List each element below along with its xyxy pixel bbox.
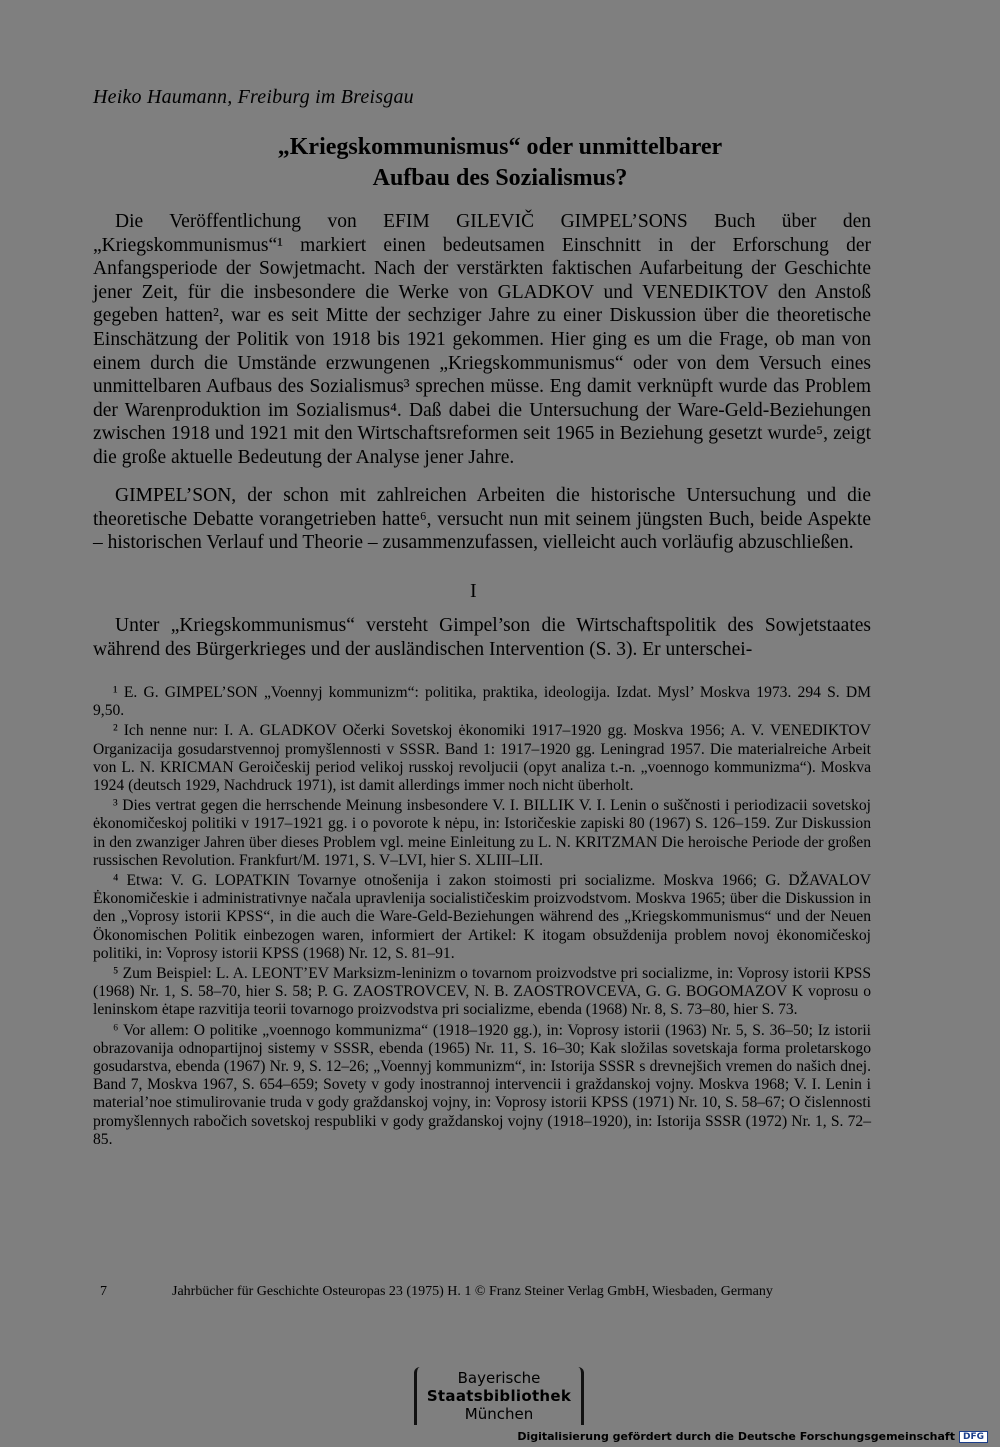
digitization-note: Digitalisierung gefördert durch die Deutsche Forschungsgemeinschaft <box>517 1430 955 1443</box>
footnote-1: ¹ E. G. GIMPEL’SON „Voennyj kommunizm“: politika, praktika, ideologija. Izdat. Mysl’ Moskva 1973. 294 S. DM 9,50. <box>93 684 871 720</box>
footnotes <box>93 684 871 1151</box>
paragraph: Unter „Kriegskommunismus“ versteht Gimpel’son die Wirtschaftspolitik des Sowjetstaates während des Bürgerkrieges und der ausländischen Intervention (S. 3). Er unterschei- <box>93 615 871 660</box>
journal-citation: Jahrbücher für Geschichte Osteuropas 23 (1975) H. 1 © Franz Steiner Verlag GmbH, Wiesbaden, Germany <box>172 1284 773 1299</box>
title-line-2: Aufbau des Sozialismus? <box>372 165 628 191</box>
page-number: 7 <box>100 1284 107 1299</box>
paragraph: Die Veröffentlichung von EFIM GILEVIČ GIMPEL’SONS Buch über den „Kriegskommunismus“¹ markiert einen bedeutsamen Einschnitt in der Erforschung der Anfangsperiode der Sowjetmacht. Nach der verstärkten faktischen Aufarbeitung der Geschichte jener Zeit, für die insbesondere die Werke von GLADKOV und VENEDIKTOV den Anstoß gegeben hatten², war es seit Mitte der sechziger Jahre zu einer Diskussion über die theoretische Einschätzung der Politik von 1918 bis 1921 gekommen. Hier ging es um die Frage, ob man von einem durch die Umstände erzwungenen „Kriegskommunismus“ oder von dem Versuch eines unmittelbaren Aufbaus des Sozialismus³ sprechen müsse. Eng damit verknüpft wurde das Problem der Warenproduktion im Sozialismus⁴. Daß dabei die Untersuchung der Ware-Geld-Beziehungen zwischen 1918 und 1921 mit den Wirtschaftsreformen seit 1965 in Beziehung gesetzt wurde⁵, zeigt die große aktuelle Bedeutung der Analyse jener Jahre. <box>93 211 871 468</box>
author-line: Heiko Haumann, Freiburg im Breisgau <box>93 86 414 108</box>
digitization-credit <box>517 1430 988 1443</box>
footnote-6: ⁶ Vor allem: O politike „voennogo kommunizma“ (1918–1920 gg.), in: Voprosy istorii (1963) Nr. 5, S. 36–50; Iz istorii obrazovanija odnopartijnoj sistemy v SSSR, ebenda (1965) Nr. 11, S. 16–30; Kak složilas sovetskaja forma proletarskogo gosudarstva, ebenda (1967) Nr. 9, S. 12–26; „Voennyj kommunizm“, in: Istorija SSSR s drevnejšich vremen do našich dnej. Band 7, Moskva 1967, S. 654–659; Sovety v gody inostrannoj intervencii i graždanskoj vojny. Moskva 1968; V. I. Lenin i material’noe stimulirovanie truda v gody graždanskoj vojny, in: Voprosy istorii KPSS (1971) Nr. 10, S. 58–67; O čislennosti promyšlennych rabočich sovetskoj respubliki v gody graždanskoj vojny (1918–1920), in: Istorija SSSR (1972) Nr. 1, S. 72–85. <box>93 1021 871 1148</box>
intro-paragraph-1 <box>93 210 871 470</box>
section-number: I <box>470 580 477 602</box>
stamp-line-3: München <box>464 1405 534 1423</box>
dfg-logo-icon: DFG <box>959 1431 988 1443</box>
stamp-line-1: Bayerische <box>457 1369 541 1387</box>
article-title <box>150 132 850 194</box>
footnote-5: ⁵ Zum Beispiel: L. A. LEONT’EV Marksizm-leninizm o tovarnom proizvodstve pri socializme, in: Voprosy istorii KPSS (1968) Nr. 1, S. 58–70, hier S. 58; P. G. ZAOSTROVCEV, N. B. ZAOSTROVCEVA, G. G. BOGOMAZOV K voprosu o leninskom ėtape razvitija teorii tovarnogo proizvodstva pri socializme, ebenda (1968) Nr. 8, S. 73–80, hier S. 73. <box>93 965 871 1019</box>
footnote-4: ⁴ Etwa: V. G. LOPATKIN Tovarnye otnošenija i zakon stoimosti pri socializme. Moskva 1966; G. DŽAVALOV Ėkonomičeskie i administrativnye načala upravlenija socialističeskim proizvodstvom. Moskva 1965; über die Diskussion in den „Voprosy istorii KPSS“, in die auch die Ware-Geld-Beziehungen während des „Kriegskommunismus“ und der Neuen Ökonomischen Politik einbezogen waren, informiert der Artikel: K itogam obsuždenija problem novoj ėkonomičeskoj politiki, in: Voprosy istorii KPSS (1968) Nr. 12, S. 81–91. <box>93 872 871 962</box>
section-paragraph <box>93 614 871 661</box>
footnote-3: ³ Dies vertrat gegen die herrschende Meinung insbesondere V. I. BILLIK V. I. Lenin o suščnosti i periodizacii sovetskoj ėkonomičeskoj politiki v 1917–1921 gg. i o povorote k nėpu, in: Istoričeskie zapiski 80 (1967) S. 126–159. Zur Diskussion in den zwanziger Jahren über dieses Problem vgl. meine Einleitung zu L. N. KRITZMAN Die heroische Periode der großen russischen Revolution. Frankfurt/M. 1971, S. V–LVI, hier S. XLIII–LII. <box>93 797 871 869</box>
paragraph: GIMPEL’SON, der schon mit zahlreichen Arbeiten die historische Untersuchung und die theoretische Debatte vorangetrieben hatte⁶, versucht nun mit seinem jüngsten Buch, beide Aspekte – historischen Verlauf und Theorie – zusammenzufassen, vielleicht auch vorläufig abzuschließen. <box>93 485 871 554</box>
footnote-2: ² Ich nenne nur: I. A. GLADKOV Očerki Sovetskoj ėkonomiki 1917–1920 gg. Moskva 1956; A. V. VENEDIKTOV Organizacija gosudarstvennoj promyšlennosti v SSSR. Band 1: 1917–1920 gg. Leningrad 1957. Die materialreiche Arbeit von L. N. KRICMAN Geroičeskij period velikoj russkoj revoljucii (opyt analiza t.-n. „voennogo kommunizma“). Moskva 1924 (deutsch 1929, Nachdruck 1971), ist damit allerdings immer noch nicht überholt. <box>93 722 871 795</box>
intro-paragraph-2 <box>93 484 871 555</box>
title-line-1: „Kriegskommunismus“ oder unmittelbarer <box>277 134 723 160</box>
library-stamp <box>414 1367 584 1425</box>
stamp-line-2: Staatsbibliothek <box>426 1387 572 1405</box>
